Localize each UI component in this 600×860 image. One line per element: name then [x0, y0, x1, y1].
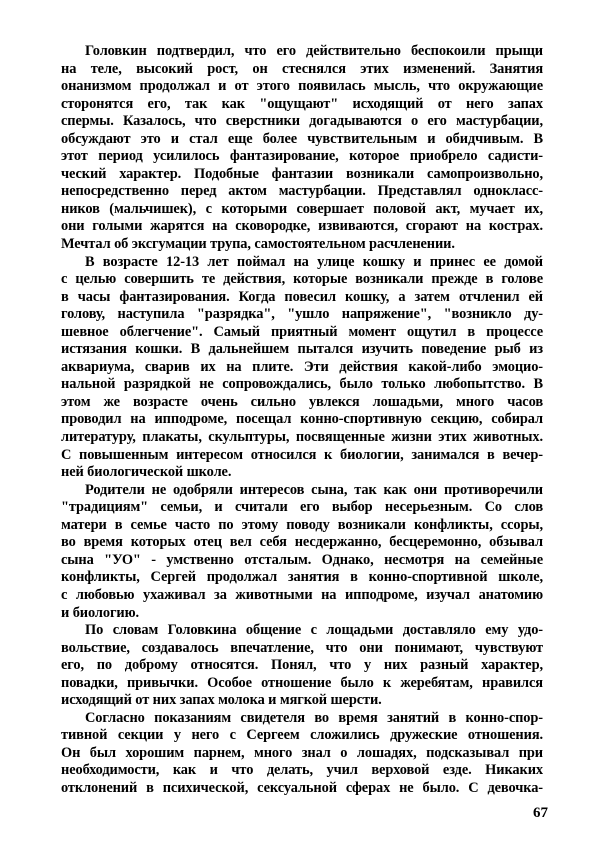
- text-line: Мечтал об эксгумации трупа, самостоятельном расчленении.: [61, 236, 455, 253]
- text-line: с целью совершить те действия, которые возникали прежде в голове: [61, 271, 543, 288]
- text-line: ческий характер. Подобные фантазии возникали самопроизвольно,: [61, 165, 543, 182]
- text-line: ней биологической школе.: [61, 464, 232, 481]
- text-line: исходящий от них запах молока и мягкой шерсти.: [61, 692, 382, 709]
- text-line: голову, наступила "разрядка", "ушло напряжение", "возникло ду-: [61, 306, 543, 323]
- text-line: Головкин подтвердил, что его действительно беспокоили прыщи: [85, 43, 543, 59]
- text-line: "традициям" семьи, и считали его выбор несерьезным. Со слов: [61, 499, 543, 516]
- text-line: С повышенным интересом относился к биологии, занимался в вечер-: [61, 446, 543, 463]
- text-line: конфликты, Сергей продолжал занятия в конно-спортивной школе,: [61, 569, 543, 586]
- text-line: во время которых отец вел себя несдержанно, бесцеремонно, обзывал: [61, 534, 543, 551]
- text-line: в часы фантазирования. Когда повесил кошку, а затем отчленил ей: [61, 288, 543, 305]
- text-line: Он был хорошим парнем, много знал о лошадях, подсказывал при: [61, 744, 543, 761]
- text-line: истязания кошки. В дальнейшем пытался изучить поведение рыб из: [61, 341, 543, 358]
- text-line: нальной разрядкой не сопровождались, было только любопытство. В: [61, 376, 543, 393]
- text-line: матери в семье часто по этому поводу возникали конфликты, ссоры,: [61, 516, 543, 533]
- text-line: онанизмом продолжал и от этого появилась мысль, что окружающие: [61, 78, 543, 95]
- text-line: проводил на ипподроме, посещал конно-спортивную секцию, собирал: [61, 411, 543, 428]
- text-line: сторонятся его, так как "ощущают" исходящий от него запах: [61, 95, 543, 112]
- text-line: шевное облегчение". Самый приятный момент ощутил в процессе: [61, 323, 543, 340]
- text-line: с любовью ухаживал за животными на ипподроме, изучал анатомию: [61, 586, 543, 603]
- text-line: они голыми жарятся на сковородке, извиваются, сгорают на кострах.: [61, 218, 543, 235]
- page-number: 67: [533, 805, 548, 821]
- text-line: его, по доброму относятся. Понял, что у них разный характер,: [61, 657, 543, 674]
- text-line: этот период усилилось фантазирование, которое приобрело садисти-: [61, 148, 543, 165]
- text-line: на теле, высокий рост, он стеснялся этих изменений. Занятия: [61, 60, 543, 77]
- text-line: ников (мальчишек), с которыми совершает половой акт, мучает их,: [61, 200, 543, 217]
- text-line: повадки, привычки. Особое отношение было к жеребятам, нравился: [61, 674, 543, 691]
- text-line: аквариума, сварив их на плите. Эти действия какой-либо эмоцио-: [61, 358, 543, 375]
- text-line: непосредственно перед актом мастурбации. Представлял однокласс-: [61, 183, 543, 200]
- text-line: тивной секции у него с Сергеем сложились дружеские отношения.: [61, 727, 543, 744]
- body-text: [61, 43, 543, 798]
- text-line: отклонений в психической, сексуальной сферах не было. С девочка-: [61, 779, 543, 796]
- text-line: сына "УО" - умственно отсталым. Однако, несмотря на семейные: [61, 551, 543, 568]
- text-line: Родители не одобряли интересов сына, так как они противоречили: [85, 481, 543, 498]
- text-line: вольствие, создавалось впечатление, что они понимают, чувствуют: [61, 639, 543, 656]
- text-line: В возрасте 12-13 лет поймал на улице кошку и принес ее домой: [85, 253, 543, 270]
- text-line: и биологию.: [61, 604, 139, 621]
- text-line: этом же возрасте очень сильно увлекся лошадьми, много часов: [61, 393, 543, 410]
- text-line: необходимости, как и что делать, учил верховой езде. Никаких: [61, 762, 543, 779]
- text-line: спермы. Казалось, что сверстники догадываются о его мастурбации,: [61, 113, 543, 130]
- text-line: обсуждают это и стал еще более чувствительным и обидчивым. В: [61, 130, 543, 147]
- text-line: Согласно показаниям свидетеля во время занятий в конно-спор-: [85, 709, 543, 726]
- text-line: По словам Головкина общение с лощадьми доставляло ему удо-: [85, 622, 543, 639]
- text-line: литературу, плакаты, скульптуры, посвященные жизни этих животных.: [61, 429, 543, 446]
